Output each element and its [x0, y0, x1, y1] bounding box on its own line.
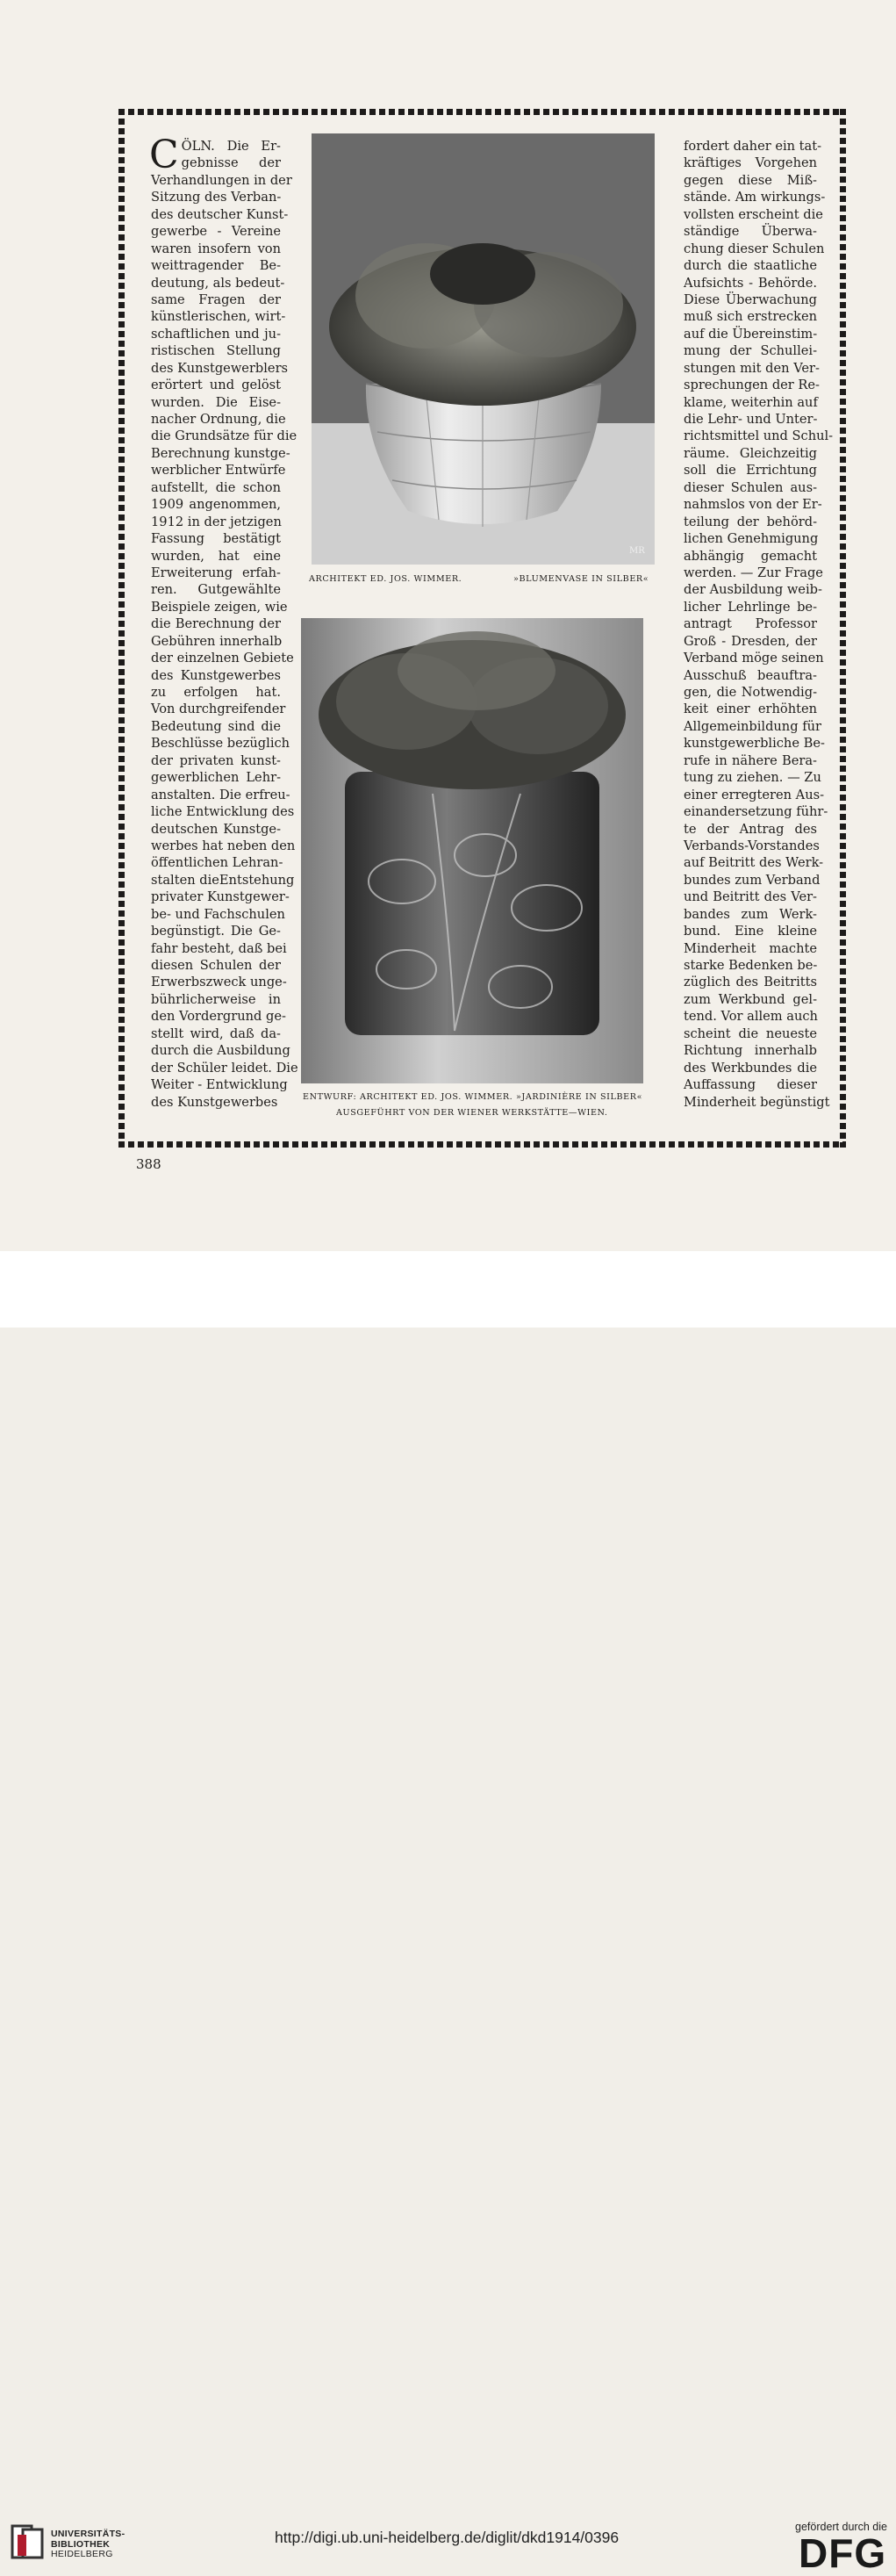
dfg-logo[interactable]: DFG — [799, 2530, 887, 2576]
text-line: Ausschuß beauftra- — [684, 667, 817, 683]
text-line: des deutscher Kunst- — [151, 206, 289, 222]
text-line: züglich des Beitritts — [684, 975, 817, 990]
text-line: dieser Schulen aus- — [684, 479, 817, 495]
text-line: den Vordergrund ge- — [151, 1009, 286, 1025]
text-line: werden. — Zur Frage — [684, 565, 823, 580]
text-line: 1912 in der jetzigen — [151, 514, 282, 529]
text-line: der privaten kunst- — [151, 752, 281, 768]
text-line: begünstigt. Die Ge- — [151, 924, 281, 939]
text-line: Minderheit machte — [684, 940, 817, 956]
text-line: bandes zum Werk- — [684, 906, 817, 922]
university-library-logo-icon[interactable] — [11, 2522, 46, 2561]
text-line: Von durchgreifender — [151, 702, 286, 717]
text-line: der einzelnen Gebiete — [151, 651, 294, 666]
text-line: durch die Ausbildung — [151, 1043, 290, 1059]
text-line: bund. Eine kleine — [684, 924, 817, 939]
text-line: werblicher Entwürfe — [151, 463, 286, 479]
text-line: bundes zum Verband — [684, 872, 821, 888]
text-line: des Werkbundes die — [684, 1060, 817, 1076]
library-name[interactable] — [51, 2529, 125, 2560]
right-text-column — [684, 138, 834, 1111]
text-line: Bedeutung sind die — [151, 718, 281, 734]
text-line: Auffassung dieser — [684, 1077, 817, 1093]
text-line: gebnisse der — [181, 155, 281, 171]
frame-bottom-border — [118, 1141, 846, 1148]
text-line: anstalten. Die erfreu- — [151, 787, 290, 802]
text-line: klame, weiterhin auf — [684, 394, 818, 410]
text-line: Verbands-Vorstandes — [684, 838, 820, 853]
text-line: waren insofern von — [151, 241, 281, 256]
text-line: soll die Errichtung — [684, 463, 817, 479]
text-line: des Kunstgewerbes — [151, 667, 281, 683]
text-line: kräftiges Vorgehen — [684, 155, 817, 171]
text-line: mung der Schullei- — [684, 343, 817, 359]
text-line: te der Antrag des — [684, 821, 817, 837]
left-text-column — [149, 133, 298, 1111]
text-line: tung zu ziehen. — Zu — [684, 770, 821, 786]
photo-blumenvase — [312, 133, 655, 565]
text-line: be- und Fachschulen — [151, 906, 285, 922]
text-line: lichen Genehmigung — [684, 531, 819, 547]
text-line: ren. Gutgewählte — [151, 582, 281, 598]
text-line: rufe in nähere Bera- — [684, 752, 817, 768]
frame-left-border — [118, 109, 125, 1148]
text-line: gewerbe - Vereine — [151, 224, 281, 240]
text-line: wurden. Die Eise- — [151, 394, 281, 410]
figure2-caption-line1: ENTWURF: ARCHITEKT ED. JOS. WIMMER. »JARDINIÈRE IN SILBER« — [303, 1092, 643, 1102]
jardiniere-illustration — [301, 618, 643, 1083]
text-line: vollsten erscheint die — [684, 206, 823, 222]
text-line: durch die staatliche — [684, 258, 817, 274]
text-line: der Schüler leidet. Die — [151, 1060, 298, 1076]
text-line: nahmslos von der Er- — [684, 497, 822, 513]
text-line: fordert daher ein tat- — [684, 139, 822, 154]
library-line2: BIBLIOTHEK — [51, 2538, 111, 2550]
text-line: licher Lehrlinge be- — [684, 599, 817, 615]
digitization-footer — [0, 1251, 896, 2576]
text-line: Sitzung des Verban- — [151, 190, 282, 205]
text-line: Groß - Dresden, der — [684, 633, 817, 649]
text-line: öffentlichen Lehran- — [151, 855, 283, 871]
text-line: Berechnung kunstge- — [151, 445, 290, 461]
text-line: privater Kunstgewer- — [151, 889, 290, 905]
permalink-url[interactable]: http://digi.ub.uni-heidelberg.de/diglit/dkd1914/0396 — [275, 2529, 620, 2546]
text-line: einer erregteren Aus- — [684, 787, 825, 802]
frame-right-border — [840, 109, 846, 1148]
text-line: auf Beitritt des Werk- — [684, 855, 824, 871]
text-line: werbes hat neben den — [151, 838, 296, 853]
text-line: und Beitritt des Ver- — [684, 889, 817, 905]
text-line: aufstellt, die schon — [151, 479, 281, 495]
text-line: ristischen Stellung — [151, 343, 281, 359]
text-line: Erwerbszweck unge- — [151, 975, 287, 990]
text-line: starke Bedenken be- — [684, 958, 818, 973]
text-line: chung dieser Schulen — [684, 241, 825, 256]
text-line: fahr besteht, daß bei — [151, 940, 287, 956]
text-line: 1909 angenommen, — [151, 497, 281, 513]
text-line: Diese Überwachung — [684, 291, 817, 307]
text-line: deutschen Kunstge- — [151, 821, 281, 837]
text-line: bührlicherweise in — [151, 991, 281, 1007]
text-line: teilung der behörd- — [684, 514, 817, 529]
text-line: stungen mit den Ver- — [684, 360, 820, 376]
text-line: zum Werkbund gel- — [684, 991, 817, 1007]
photo-monogram: MR — [629, 546, 645, 556]
text-line: der Ausbildung weib- — [684, 582, 822, 598]
text-line: stände. Am wirkungs- — [684, 190, 826, 205]
text-line: muß sich erstrecken — [684, 309, 817, 325]
text-line: einandersetzung führ- — [684, 804, 828, 820]
text-line: nacher Ordnung, die — [151, 412, 286, 427]
text-line: Weiter - Entwicklung — [151, 1077, 288, 1093]
drop-cap: C — [149, 133, 179, 177]
text-line: des Kunstgewerbes — [151, 1094, 278, 1110]
text-line: ständige Überwa- — [684, 224, 817, 240]
text-line: stalten dieEntstehung — [151, 872, 295, 888]
text-line: die Lehr- und Unter- — [684, 412, 818, 427]
photo-jardiniere — [301, 618, 643, 1083]
text-line: Minderheit begünstigt — [684, 1094, 830, 1110]
text-line: kunstgewerbliche Be- — [684, 736, 825, 752]
text-line: Verband möge seinen — [684, 651, 824, 666]
vase-illustration — [312, 133, 655, 565]
text-line: stellt wird, daß da- — [151, 1025, 281, 1041]
text-line: Fassung bestätigt — [151, 531, 281, 547]
text-line: künstlerischen, wirt- — [151, 309, 286, 325]
text-line: weittragender Be- — [151, 258, 281, 274]
text-line: zu erfolgen hat. — [151, 685, 281, 700]
text-line: Erweiterung erfah- — [151, 565, 281, 580]
figure2-caption-line2: AUSGEFÜHRT VON DER WIENER WERKSTÄTTE—WIEN. — [336, 1108, 608, 1118]
text-line: erörtert und gelöst — [151, 378, 281, 393]
text-line: gewerblichen Lehr- — [151, 770, 281, 786]
text-line: sprechungen der Re- — [684, 378, 820, 393]
figure1-caption-title: »BLUMENVASE IN SILBER« — [513, 574, 649, 584]
text-line: Richtung innerhalb — [684, 1043, 817, 1059]
text-line: die Berechnung der — [151, 616, 281, 632]
text-line: Beispiele zeigen, wie — [151, 599, 288, 615]
text-line: die Grundsätze für die — [151, 428, 297, 444]
text-line: tend. Vor allem auch — [684, 1009, 818, 1025]
text-line: abhängig gemacht — [684, 548, 817, 564]
text-line: Aufsichts - Behörde. — [684, 275, 817, 291]
text-line: wurden, hat eine — [151, 548, 281, 564]
text-line: scheint die neueste — [684, 1025, 817, 1041]
text-line: schaftlichen und ju- — [151, 326, 281, 342]
text-line: gegen diese Miß- — [684, 172, 817, 188]
library-line1: UNIVERSITÄTS- — [51, 2529, 125, 2539]
text-line: keit einer erhöhten — [684, 702, 817, 717]
text-line: Beschlüsse bezüglich — [151, 736, 290, 752]
figure1-caption-artist: ARCHITEKT ED. JOS. WIMMER. — [309, 574, 462, 584]
funded-by-label: gefördert durch die — [795, 2521, 887, 2533]
text-line: räume. Gleichzeitig — [684, 445, 817, 461]
frame-top-border — [118, 109, 846, 115]
faint-running-head — [114, 81, 377, 93]
text-line: same Fragen der — [151, 291, 281, 307]
library-line3: HEIDELBERG — [51, 2549, 113, 2559]
text-line: liche Entwicklung des — [151, 804, 295, 820]
text-line: diesen Schulen der — [151, 958, 281, 973]
text-line: Gebühren innerhalb — [151, 633, 283, 649]
text-line: ÖLN. Die Er- — [181, 139, 281, 154]
text-line: Allgemeinbildung für — [684, 718, 821, 734]
text-line: auf die Übereinstim- — [684, 326, 818, 342]
text-line: deutung, als bedeut- — [151, 275, 285, 291]
text-line: richtsmittel und Schul- — [684, 428, 834, 444]
page-number: 388 — [136, 1156, 161, 1172]
text-line: des Kunstgewerblers — [151, 360, 289, 376]
text-line: gen, die Notwendig- — [684, 685, 817, 700]
scanned-page — [0, 0, 896, 1251]
text-line: antragt Professor — [684, 616, 817, 632]
text-line: Verhandlungen in der — [151, 172, 292, 188]
